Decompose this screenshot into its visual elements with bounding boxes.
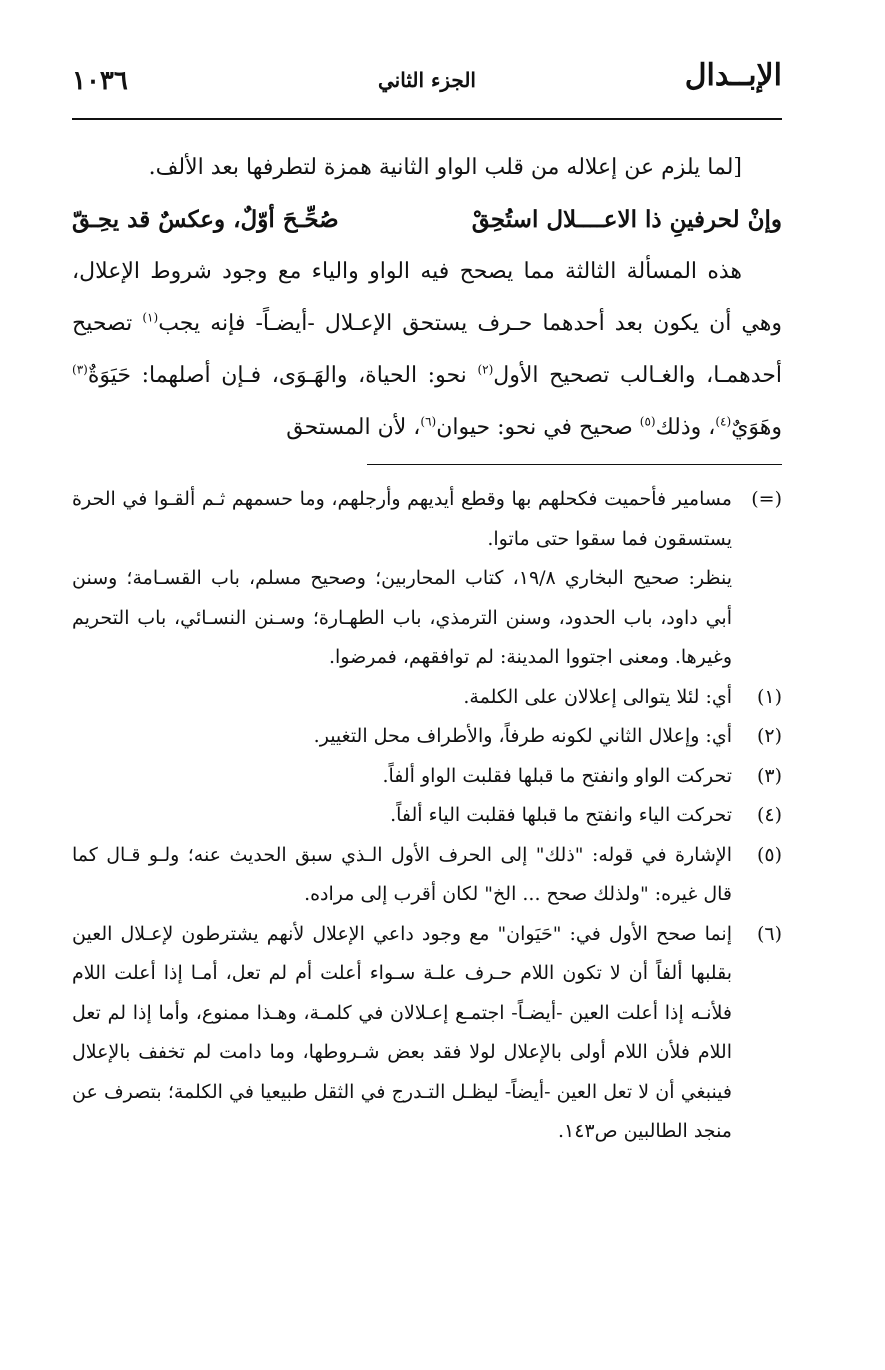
footnote-number: (١) (756, 685, 782, 708)
footnote-1 (72, 678, 782, 718)
footnote-5 (72, 836, 782, 915)
commentary-part-b: تصحيح أحدهمـا، والغـالب تصحيح الأول (72, 311, 783, 388)
main-text (72, 142, 782, 454)
footnote-ref-2: (٢) (477, 362, 494, 377)
footnote-number: (٥) (756, 843, 782, 866)
page-number: ١٠٣٦ (72, 66, 128, 96)
footnote-ref-3: (٣) (72, 362, 88, 377)
footnotes (72, 480, 782, 1152)
footnote-number: (٢) (756, 725, 782, 747)
page (72, 0, 782, 1370)
commentary-paragraph (72, 246, 782, 454)
commentary-part-c: نحو: الحياة، والهَـوَى، فـإن أصلهما: حَيَوَةٌ (87, 363, 467, 388)
footnote-text: أي: لئلا يتوالى إعلالان على الكلمة. (463, 685, 732, 708)
footnote-text: تحركت الياء وانفتح ما قبلها فقلبت الياء ألفاً. (390, 804, 732, 826)
footnote-number: (٦) (756, 922, 782, 945)
commentary-part-f: صحيح في نحو: حيوان (436, 415, 633, 440)
verse-first-hemistich: وإنْ لحرفينِ ذا الاعــــلال استُحِقْ (471, 206, 782, 233)
footnote-text: تحركت الواو وانفتح ما قبلها فقلبت الواو ألفاً. (382, 764, 732, 787)
running-header (72, 58, 782, 108)
footnote-number: (=) (751, 488, 782, 510)
verse-line (72, 194, 782, 246)
footnote-2 (72, 717, 782, 757)
commentary-part-e: ، وذلك (655, 415, 716, 440)
intro-line: [لما يلزم عن إعلاله من قلب الواو الثانية همزة لتطرفها بعد الألف. (148, 155, 742, 180)
commentary-part-g: ، لأن المستحق (286, 415, 421, 440)
footnote-ref-6: (٦) (420, 414, 437, 429)
footnote-body (72, 480, 732, 678)
footnote-number: (٤) (756, 804, 782, 826)
footnote-ref-5: (٥) (639, 414, 656, 429)
footnote-text: إنما صحح الأول في: "حَيَوان" مع وجود داعي الإعلال لأنهم يشترطون لإعـلال العين بقلبها ألفاً أن لا تكون اللام حـرف علـة سـواء أعلت أم لم تعل، أمـا إذا أعلت اللام فلأنـه إذا أعلت العين -أيضـاً- اجتمـع إعـلالان في كلمـة، وهـذا ممنوع، وأما إذا لم تعل اللام فلأن اللام أولى بالإعلال لولا فقد بعض شـروطها، وما دامت لم تخفف بالإعلال فينبغي أن لا تعل العين -أيضاً- ليظـل التـدرج في الثقل طبيعيا في الكلمة؛ بتصرف عن منجد الطالبين ص١٤٣. (72, 922, 732, 1142)
header-divider (72, 118, 782, 120)
commentary-part-a: هذه المسألة الثالثة مما يصحح فيه الواو والياء مع وجود شروط الإعلال، وهي أن يكون بعد أحدهما حـرف يستحق الإعـلال -أيضـاً- فإنه يجب (72, 259, 782, 336)
footnote-sources: ينظر: صحيح البخاري ١٩/٨، كتاب المحاربين؛ وصحيح مسلم، باب القسـامة؛ وسنن أبي داود، باب الحدود، وسنن الترمذي، باب الطهـارة؛ وسـنن النسـائي، باب التحريم وغيرها. ومعنى اجتووا المدينة: لم توافقهم، فمرضوا. (72, 567, 732, 668)
footnote-separator (367, 464, 782, 465)
footnote-3 (72, 757, 782, 797)
footnote-continued (72, 480, 782, 678)
footnote-ref-1: (١) (142, 310, 159, 325)
footnote-ref-4: (٤) (715, 414, 732, 429)
verse-second-hemistich: صُحِّـحَ أوّلٌ، وعكسٌ قد يحِـقّ (72, 206, 339, 233)
footnote-text: مسامير فأحميت فكحلهم بها وقطع أيديهم وأرجلهم، وما حسمهم ثـم ألقـوا في الحرة يستسقون فما سقوا حتى ماتوا. (72, 488, 732, 550)
footnote-number: (٣) (756, 764, 782, 787)
commentary-part-d: وهَوَيٌ (731, 415, 782, 440)
footnote-6 (72, 915, 782, 1152)
footnote-text: أي: وإعلال الثاني لكونه طرفاً، والأطراف محل التغيير. (313, 725, 732, 747)
part-title: الجزء الثاني (378, 68, 476, 92)
footnote-4 (72, 796, 782, 836)
footnote-text: الإشارة في قوله: "ذلك" إلى الحرف الأول الـذي سبق الحديث عنه؛ ولـو قـال كما قال غيره: "ولذلك صحح ... الخ" لكان أقرب إلى مراده. (72, 843, 732, 905)
chapter-title: الإبــدال (684, 58, 782, 93)
